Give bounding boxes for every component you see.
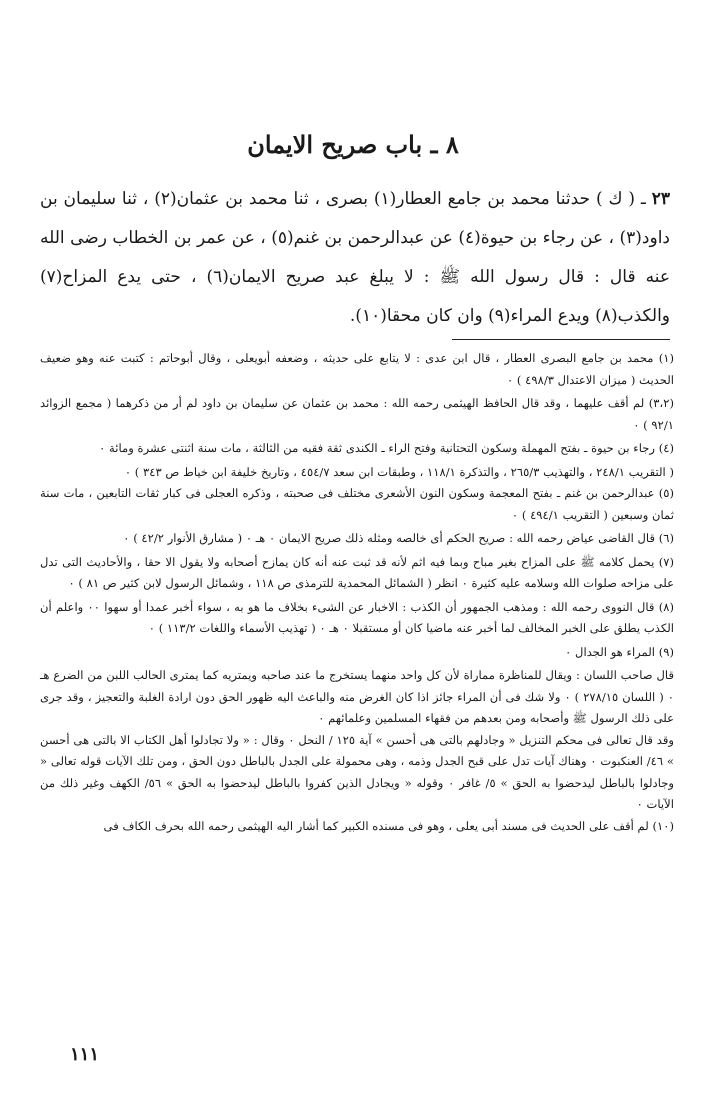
hadith-body: ـ ( ك ) حدثنا محمد بن جامع العطار(١) بصرى ، ثنا محمد بن عثمان(٢) ، ثنا سليمان بن داود(٣) ، عن رجاء بن حيوة(٤) عن عبدالرحمن بن غنم(٥) ، عن عمر بن الخطاب رضى الله عنه قال : قال رسول الله ﷺ : لا يبلغ عبد صريح الايمان(٦) ، حتى يدع المزاح(٧) والكذب(٨) ويدع المراء(٩) وان كان محقا(١٠).: [40, 189, 670, 326]
footnote-continuation: [40, 730, 674, 816]
footnote-marker: (٩): [658, 644, 674, 659]
footnote-text: لم أقف عليهما ، وقد قال الحافظ الهيثمى رحمه الله : محمد بن عثمان عن سليمان بن داود لم أر من ذكرهما ( مجمع الزوائد ٩٢/١ ) ٠: [40, 396, 674, 432]
footnote-text: رجاء بن حيوة ـ بفتح المهملة وسكون التحتانية وفتح الراء ـ الكندى ثقة فقيه من الثالثة ، مات سنة اثنتى عشرة ومائة ٠: [99, 441, 656, 455]
footnote-marker: (٤): [658, 441, 674, 455]
footnote-divider: [452, 339, 670, 340]
footnote-marker: (٨): [658, 599, 675, 614]
footnote: [40, 483, 674, 526]
footnote-continuation: [40, 462, 674, 484]
footnote: [40, 393, 674, 436]
footnote-marker: (٣،٢): [648, 396, 674, 410]
footnote: [40, 642, 674, 664]
chapter-title: ٨ ـ باب صريح الايمان: [247, 130, 459, 159]
footnote: [40, 348, 674, 391]
footnote-marker: (٥): [658, 486, 674, 500]
footnote-text: وقد قال تعالى فى محكم التنزيل « وجادلهم بالتى هى أحسن » آية ١٢٥ / النحل ٠ وقال : « ولا تجادلوا أهل الكتاب الا بالتى هى أحسن » ٤٦/ العنكبوت ٠ وهناك آيات تدل على قبح الجدل وذمه ، وهى محمولة على الجدل بالباطل دون الحق ، ومن تلك الآيات قوله تعالى « وجادلوا بالباطل ليدحضوا به الحق » ٥/ غافر ٠ وقوله « ويجادل الذين كفروا بالباطل ليدحضوا به الحق » ٥٦/ الكهف وغير ذلك من الآيات ٠: [40, 732, 674, 811]
footnote-text: محمد بن جامع البصرى العطار ، قال ابن عدى : لا يتابع على حديثه ، وضعفه أبويعلى ، وقال أبوحاتم : كتبت عنه وهو ضعيف الحديث ( ميزان الاعتدال ٤٩٨/٣ ) ٠: [40, 351, 674, 387]
footnote-text: المراء هو الجدال ٠: [565, 644, 656, 659]
footnote-continuation: [40, 665, 674, 730]
footnote-marker: (١٠): [652, 818, 674, 833]
page-number: ١١١: [70, 1044, 100, 1065]
footnote-text: يحمل كلامه ﷺ على المزاح بغير مباح وبما فيه اثم لأنه قد ثبت عنه أنه كان يمازح أصحابه ولا يقول الا حقا ، والأحاديث التى تدل على مزاحه صلوات الله وسلامه عليه كثيرة ٠ انظر ( الشمائل المحمدية للترمذى ص ١١٨ ، وشمائل الرسول لابن كثير ص ٨١ ) ٠: [40, 554, 674, 590]
footnote-marker: (٧): [658, 554, 675, 569]
footnote: [40, 816, 674, 838]
footnote-text: قال القاضى عياض رحمه الله : صريح الحكم أى خالصه ومثله ذلك صريح الايمان ٠ هـ ٠ ( مشارق الأنوار ٤٢/٢ ) ٠: [123, 531, 656, 545]
footnote-text: قال النووى رحمه الله : ومذهب الجمهور أن الكذب : الاخبار عن الشىء بخلاف ما هو به ، سواء أخبر عمدا أو سهوا ٠٠ واعلم أن الكذب يطلق على الخبر المخالف لما أخبر عنه ماضيا كان أو مستقبلا ٠ هـ ٠ ( تهذيب الأسماء واللغات ١١٣/٢ ) ٠: [40, 599, 674, 635]
footnotes: [40, 348, 674, 839]
footnote: [40, 597, 674, 640]
footnote-text: عبدالرحمن بن غنم ـ بفتح المعجمة وسكون النون الأشعرى مختلف فى صحبته ، وذكره العجلى فى كبار ثقات التابعين ، مات سنة ثمان وسبعين ( التقريب ٤٩٤/١ ) ٠: [40, 486, 674, 522]
footnote-marker: (١): [658, 351, 675, 365]
footnote-text: قال صاحب اللسان : ويقال للمناظرة مماراة لأن كل واحد منهما يستخرج ما عند صاحبه ويمتريه كما يمترى الحالب اللبن من الضرع هـ ٠ ( اللسان ٢٧٨/١٥ ) ٠ ولا شك فى أن المراء جائز اذا كان الغرض منه والباعث اليه ظهور الحق دون ارادة الغلبة والتعجيز ، وقد جرى على ذلك الرسول ﷺ وأصحابه ومن بعدهم من فقهاء المسلمين وعلمائهم ٠: [40, 668, 674, 725]
footnote-text: لم أقف على الحديث فى مسند أبى يعلى ، وهو فى مسنده الكبير كما أشار اليه الهيثمى رحمه الله بحرف الكاف فى: [103, 818, 649, 833]
footnote: [40, 438, 674, 460]
footnote-text: ( التقريب ٢٤٨/١ ، والتهذيب ٢٦٥/٣ ، والتذكرة ١١٨/١ ، وطبقات ابن سعد ٤٥٤/٧ ، وتاريخ خليفة ابن خياط ص ٣٤٣ ) ٠: [124, 464, 674, 479]
hadith-number: ٢٣: [651, 189, 670, 209]
footnote: [40, 528, 674, 550]
footnote: [40, 552, 674, 595]
footnote-marker: (٦): [658, 531, 674, 545]
hadith-text: [40, 180, 670, 336]
